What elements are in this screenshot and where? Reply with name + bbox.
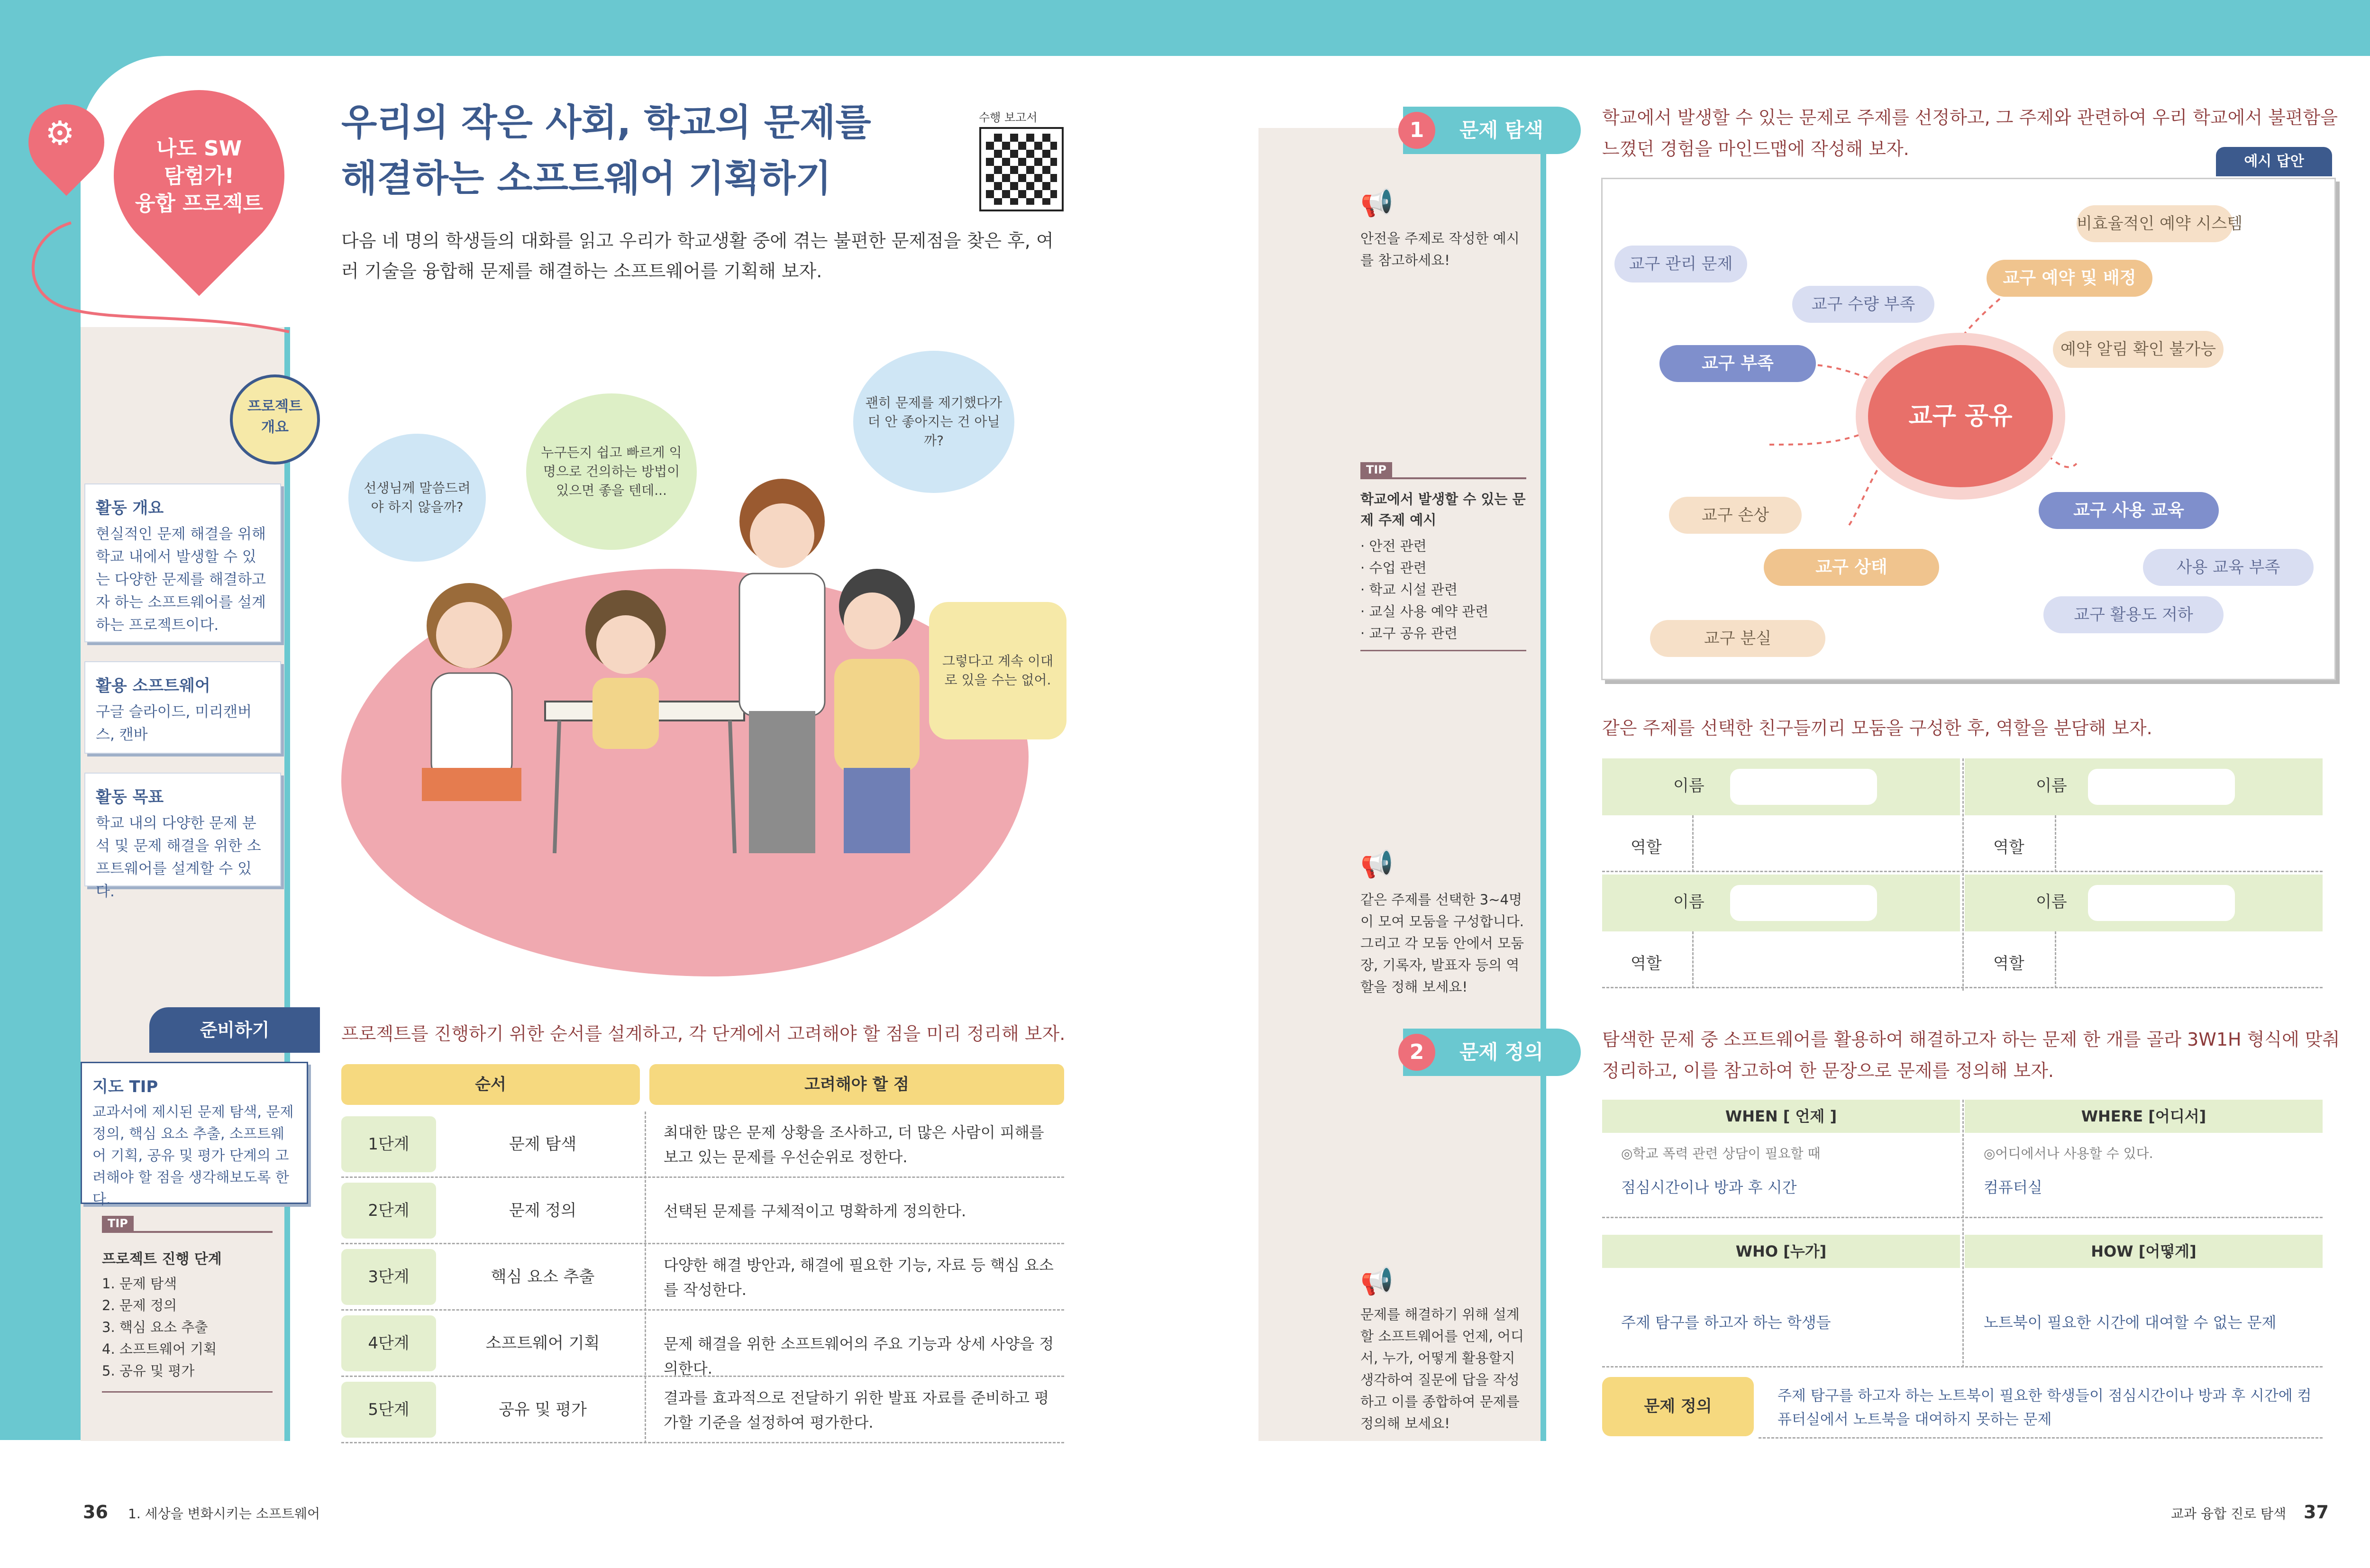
section1-tab: 문제 탐색 xyxy=(1403,107,1581,154)
title-line1: 우리의 작은 사회, 학교의 문제를 xyxy=(341,101,871,144)
side-tip xyxy=(1360,462,1526,651)
role-label: 역할 xyxy=(1993,838,2024,857)
side-tip-item: · 학교 시설 관련 xyxy=(1360,582,1458,598)
guide-tip-box xyxy=(81,1062,308,1208)
step-label: 5단계 xyxy=(341,1382,436,1438)
mind-map-node: 교구 수량 부족 xyxy=(1792,286,1934,323)
pin-line3: 융합 프로젝트 xyxy=(135,191,264,216)
mind-map-node: 교구 상태 xyxy=(1764,549,1939,586)
step-name: 문제 정의 xyxy=(509,1201,577,1220)
section2-tab: 문제 정의 xyxy=(1403,1029,1581,1076)
gear-icon: ⚙ xyxy=(45,114,75,153)
table-header-notes: 고려해야 할 점 xyxy=(649,1064,1064,1105)
group-table xyxy=(1602,758,2323,991)
mind-map-node: 교구 활용도 저하 xyxy=(2043,596,2224,633)
step-note: 선택된 문제를 구체적이고 명확하게 정의한다. xyxy=(664,1202,966,1220)
step-name: 핵심 요소 추출 xyxy=(491,1267,595,1286)
mind-map-node: 교구 부족 xyxy=(1659,345,1816,382)
step-name: 공유 및 평가 xyxy=(499,1400,587,1419)
mind-map-node: 예약 알림 확인 불가능 xyxy=(2053,331,2224,368)
where-answer[interactable]: 컴퓨터실 xyxy=(1984,1178,2042,1196)
table-header-order: 순서 xyxy=(341,1064,640,1105)
badge-line2: 개요 xyxy=(261,419,289,436)
left-tip xyxy=(102,1216,273,1393)
left-tip-label: TIP xyxy=(102,1216,134,1231)
goal-box xyxy=(84,773,281,900)
role-label: 역할 xyxy=(1631,838,1662,857)
where-header: WHERE [어디서] xyxy=(1965,1100,2323,1133)
table-row xyxy=(341,1311,1064,1377)
name-label: 이름 xyxy=(2036,893,2067,912)
project-overview-badge xyxy=(230,374,320,465)
pin-line2: 탐험가! xyxy=(164,164,234,188)
prep-instruction: 프로젝트를 진행하기 위한 순서를 설계하고, 각 단계에서 고려해야 할 점을 미리 정리해 보자. xyxy=(341,1023,1066,1044)
step-label: 4단계 xyxy=(341,1315,436,1371)
w3h1-table xyxy=(1602,1100,2323,1441)
footer-right-label: 교과 융합 진로 탐색 xyxy=(2171,1506,2287,1522)
mind-map-node: 비효율적인 예약 시스템 xyxy=(2077,205,2233,242)
section1-instruction: 학교에서 발생할 수 있는 문제로 주제를 선정하고, 그 주제와 관련하여 우리 학교에서 불편함을 느꼈던 경험을 마인드맵에 작성해 보자. xyxy=(1602,107,2338,159)
right-sidebar-strip xyxy=(1540,128,1546,1441)
table-row xyxy=(341,1178,1064,1244)
left-sidebar-strip xyxy=(284,327,290,1441)
name-label: 이름 xyxy=(1673,893,1705,912)
megaphone-icon: 📢 xyxy=(1360,1266,1394,1297)
definition-text[interactable]: 주제 탐구를 하고자 하는 노트북이 필요한 학생들이 점심시간이나 방과 후 시간에 컴퓨터실에서 노트북을 대여하지 못하는 문제 xyxy=(1778,1387,2312,1428)
speech-bubble-4: 그렇다고 계속 이대로 있을 수는 없어. xyxy=(929,602,1066,739)
mind-map-node: 교구 관리 문제 xyxy=(1614,246,1747,283)
step-note: 문제 해결을 위한 소프트웨어의 주요 기능과 상세 사양을 정의한다. xyxy=(664,1335,1054,1377)
qr-label: 수행 보고서 xyxy=(979,111,1038,124)
name-label: 이름 xyxy=(2036,776,2067,795)
name-field[interactable] xyxy=(2088,769,2235,805)
name-field[interactable] xyxy=(1730,769,1877,805)
mind-map xyxy=(1601,178,2336,680)
overview-title: 활동 개요 xyxy=(96,499,164,518)
name-field[interactable] xyxy=(1730,885,1877,921)
side-tip-item: · 수업 관련 xyxy=(1360,560,1427,576)
side-note-1: 안전을 주제로 작성한 예시를 참고하세요! xyxy=(1360,230,1520,268)
overview-body: 현실적인 문제 해결을 위해 학교 내에서 발생할 수 있는 다양한 문제를 해결하고자 하는 소프트웨어를 설계하는 프로젝트이다. xyxy=(96,526,266,634)
side-tip-item: · 안전 관련 xyxy=(1360,538,1427,554)
page-number-left: 36 xyxy=(83,1502,108,1522)
page-number-right: 37 xyxy=(2304,1502,2329,1522)
left-tip-title: 프로젝트 진행 단계 xyxy=(102,1251,222,1267)
mind-map-node: 교구 예약 및 배정 xyxy=(1987,260,2152,297)
side-tip-label: TIP xyxy=(1360,462,1392,477)
when-header: WHEN [ 언제 ] xyxy=(1602,1100,1960,1133)
intro-text: 다음 네 명의 학생들의 대화를 읽고 우리가 학교생활 중에 겪는 불편한 문제점을 찾은 후, 여러 기술을 융합해 문제를 해결하는 소프트웨어를 기획해 보자. xyxy=(341,230,1054,282)
left-tip-item: 5. 공유 및 평가 xyxy=(102,1363,195,1379)
mind-map-center: 교구 공유 xyxy=(1868,345,2053,487)
steps-table xyxy=(341,1112,1064,1443)
title-line2: 해결하는 소프트웨어 기획하기 xyxy=(341,157,831,200)
side-tip-title: 학교에서 발생할 수 있는 문제 주제 예시 xyxy=(1360,491,1526,528)
pin-curve xyxy=(9,199,294,341)
where-hint: ◎어디에서나 사용할 수 있다. xyxy=(1984,1146,2153,1161)
step-label: 3단계 xyxy=(341,1249,436,1305)
left-tip-item: 1. 문제 탐색 xyxy=(102,1276,177,1292)
qr-code[interactable] xyxy=(981,129,1062,210)
speech-bubble-2: 누구든지 쉽고 빠르게 익명으로 건의하는 방법이 있으면 좋을 텐데... xyxy=(526,393,697,550)
mind-map-node: 사용 교육 부족 xyxy=(2143,549,2314,586)
badge-line1: 프로젝트 xyxy=(247,398,302,415)
left-tip-item: 2. 문제 정의 xyxy=(102,1297,177,1313)
guide-tip-title: 지도 TIP xyxy=(92,1077,158,1096)
when-hint: ◎학교 폭력 관련 상담이 필요할 때 xyxy=(1621,1146,1821,1161)
chapter-label: 1. 세상을 변화시키는 소프트웨어 xyxy=(128,1506,320,1522)
megaphone-icon: 📢 xyxy=(1360,849,1394,880)
table-row xyxy=(341,1377,1064,1443)
left-tip-item: 4. 소프트웨어 기획 xyxy=(102,1341,217,1357)
side-tip-item: · 교구 공유 관련 xyxy=(1360,625,1458,641)
who-answer[interactable]: 주제 탐구를 하고자 하는 학생들 xyxy=(1621,1313,1831,1331)
role-label: 역할 xyxy=(1631,954,1662,973)
step-label: 2단계 xyxy=(341,1183,436,1239)
step-name: 소프트웨어 기획 xyxy=(485,1334,600,1353)
table-row xyxy=(341,1112,1064,1178)
side-note-2: 같은 주제를 선택한 3~4명이 모여 모둠을 구성합니다. 그리고 각 모둠 안에서 모둠장, 기록자, 발표자 등의 역할을 정해 보세요! xyxy=(1360,892,1524,995)
speech-bubble-1: 선생님께 말씀드려야 하지 않을까? xyxy=(348,434,486,562)
software-title: 활용 소프트웨어 xyxy=(96,676,210,695)
side-note-3: 문제를 해결하기 위해 설계할 소프트웨어를 언제, 어디서, 누가, 어떻게 활용할지 생각하여 질문에 답을 작성하고 이를 종합하여 문제를 정의해 보세요! xyxy=(1360,1306,1524,1431)
definition-label: 문제 정의 xyxy=(1602,1377,1754,1436)
table-row xyxy=(341,1244,1064,1311)
step-note: 최대한 많은 문제 상황을 조사하고, 더 많은 사람이 피해를 보고 있는 문제를 우선순위로 정한다. xyxy=(664,1123,1044,1166)
section2-instruction: 탐색한 문제 중 소프트웨어를 활용하여 해결하고자 하는 문제 한 개를 골라 3W1H 형식에 맞춰 정리하고, 이를 참고하여 한 문장으로 문제를 정의해 보자. xyxy=(1602,1029,2340,1081)
overview-box xyxy=(84,483,281,642)
right-sidebar-bg xyxy=(1258,128,1543,1441)
how-answer[interactable]: 노트북이 필요한 시간에 대여할 수 없는 문제 xyxy=(1984,1313,2277,1331)
step-note: 결과를 효과적으로 전달하기 위한 발표 자료를 준비하고 평가할 기준을 설정하여 평가한다. xyxy=(664,1389,1049,1431)
software-body: 구글 슬라이드, 미리캔버스, 캔바 xyxy=(96,703,252,743)
goal-body: 학교 내의 다양한 문제 분석 및 문제 해결을 위한 소프트웨어를 설계할 수 있다. xyxy=(96,815,261,900)
group-instruction: 같은 주제를 선택한 친구들끼리 모둠을 구성한 후, 역할을 분담해 보자. xyxy=(1602,718,2152,738)
mind-map-node: 교구 사용 교육 xyxy=(2039,492,2219,529)
goal-title: 활동 목표 xyxy=(96,788,164,807)
page-title xyxy=(341,95,871,207)
software-box xyxy=(84,661,281,754)
section2-number: 2 xyxy=(1398,1034,1435,1071)
mind-map-node: 교구 손상 xyxy=(1669,497,1802,534)
when-answer[interactable]: 점심시간이나 방과 후 시간 xyxy=(1621,1178,1797,1196)
left-tip-item: 3. 핵심 요소 추출 xyxy=(102,1319,208,1335)
speech-bubble-3: 괜히 문제를 제기했다가 더 안 좋아지는 건 아닐까? xyxy=(853,351,1014,493)
megaphone-icon: 📢 xyxy=(1360,188,1394,219)
top-band xyxy=(0,0,2370,56)
name-field[interactable] xyxy=(2088,885,2235,921)
mind-map-node: 교구 분실 xyxy=(1650,620,1825,657)
how-header: HOW [어떻게] xyxy=(1965,1235,2323,1268)
role-label: 역할 xyxy=(1993,954,2024,973)
step-label: 1단계 xyxy=(341,1116,436,1172)
side-tip-item: · 교실 사용 예약 관련 xyxy=(1360,603,1489,620)
name-label: 이름 xyxy=(1673,776,1705,795)
section1-number: 1 xyxy=(1398,112,1435,149)
prep-tab: 준비하기 xyxy=(149,1007,320,1053)
example-answer-tag: 예시 답안 xyxy=(2216,147,2332,176)
guide-tip-body: 교과서에 제시된 문제 탐색, 문제 정의, 핵심 요소 추출, 소프트웨어 기획, 공유 및 평가 단계의 고려해야 할 점을 생각해보도록 한다. xyxy=(92,1104,294,1208)
who-header: WHO [누가] xyxy=(1602,1235,1960,1268)
step-name: 문제 탐색 xyxy=(509,1135,577,1154)
pin-line1: 나도 SW xyxy=(156,137,242,161)
step-note: 다양한 해결 방안과, 해결에 필요한 기능, 자료 등 핵심 요소를 작성한다. xyxy=(664,1256,1054,1299)
